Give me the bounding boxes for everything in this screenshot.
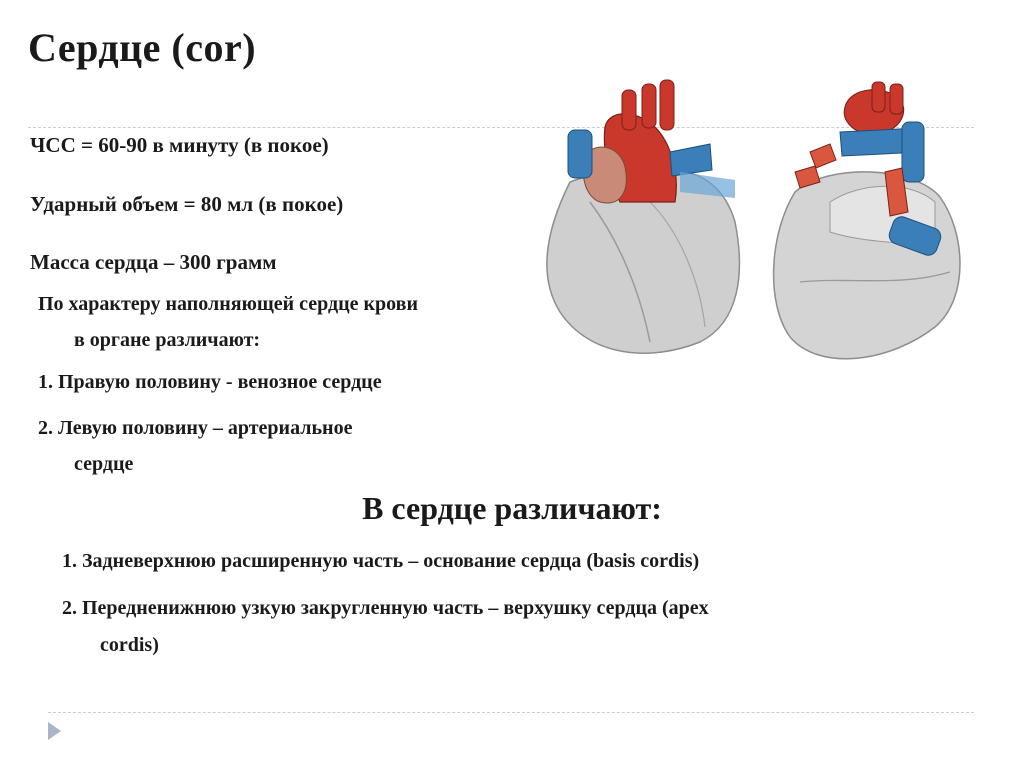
blood-intro-line2: в органе различают: bbox=[74, 329, 261, 351]
apex-cordis-item-line1: 2. Передненижнюю узкую закругленную часть – верхушку сердца (apex bbox=[62, 597, 709, 619]
heart-anterior-illustration bbox=[547, 80, 740, 353]
apex-cordis-item-line2: cordis) bbox=[100, 634, 159, 656]
heart-mass-text: Масса сердца – 300 грамм bbox=[30, 250, 277, 274]
right-half-item: 1. Правую половину - венозное сердце bbox=[38, 371, 382, 393]
slide-title: Сердце (cor) bbox=[28, 25, 257, 70]
left-half-item-line1: 2. Левую половину – артериальное bbox=[38, 417, 353, 439]
blood-intro-line1: По характеру наполняющей сердце крови bbox=[38, 293, 418, 315]
heart-rate-text: ЧСС = 60-90 в минуту (в покое) bbox=[30, 133, 329, 157]
heart-posterior-illustration bbox=[774, 82, 960, 359]
heart-illustrations bbox=[530, 72, 980, 372]
stroke-volume-text: Ударный объем = 80 мл (в покое) bbox=[30, 192, 344, 216]
left-half-item-line2: сердце bbox=[74, 453, 134, 475]
bottom-divider bbox=[48, 712, 974, 713]
play-arrow-icon[interactable] bbox=[48, 722, 61, 740]
basis-cordis-item: 1. Задневерхнюю расширенную часть – основание сердца (basis cordis) bbox=[62, 550, 700, 572]
parts-heading: В сердце различают: bbox=[362, 490, 662, 526]
